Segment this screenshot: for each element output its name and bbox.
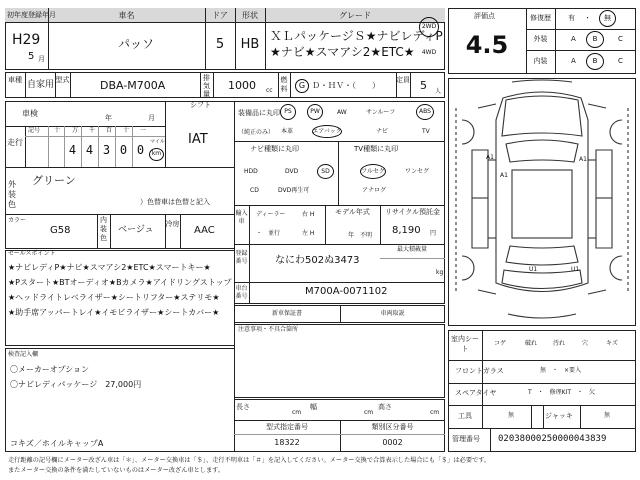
import-dealer: ディーラー <box>256 211 286 218</box>
type-no-header: 型式指定番号 <box>266 423 308 431</box>
grade-line-2: ★ナビ★スマアシ2★ETC★ <box>270 45 415 59</box>
model-year: 年 不明 <box>348 232 373 239</box>
equip-ps: PS <box>284 108 292 115</box>
repair-sep: ・ <box>584 14 591 22</box>
mileage-digit-label-6: 一 <box>140 127 147 134</box>
mileage-digit-label-2: 万 <box>72 127 79 134</box>
reg-year: H29 <box>12 32 41 48</box>
int-grade-a: A <box>571 57 576 65</box>
jack-header: ジャッキ <box>545 412 573 420</box>
plate-number: なにわ502ぬ3473 <box>275 255 360 266</box>
mileage-digit-1: 4 <box>68 143 77 157</box>
inspector-box <box>5 348 235 452</box>
selling-point-line-1: ★ナビレディP★ナビ★スマアシ2★ETC★スマートキー★ <box>8 263 211 272</box>
capacity-header: 定員 <box>396 76 410 84</box>
kind-header: 車種 <box>8 76 22 84</box>
width-unit: cm <box>364 409 374 416</box>
reg-month-unit: 月 <box>38 55 45 63</box>
max-load-header: 最大積載量 <box>397 246 428 253</box>
tv-type-header: TV種類に丸印 <box>354 145 399 153</box>
repair-selected: 無 <box>604 14 611 22</box>
ac-value: AAC <box>194 225 215 236</box>
registration-header: 登録番号 <box>235 250 248 265</box>
equip-nav: ナビ <box>376 128 389 135</box>
selling-point-line-4: ★助手席アッパートレイ★イモビライザー★シートカバー★ <box>8 308 220 317</box>
interior-color: ベージュ <box>118 225 154 235</box>
exterior-note: ）色替車は色替と記入 <box>140 198 210 206</box>
mileage-digit-label-0: 記号 <box>28 127 41 134</box>
repair-opt-yes: 有 <box>568 14 575 22</box>
int-header: 内装 <box>533 57 548 65</box>
rating-score: 4.5 <box>465 31 509 59</box>
recycle-unit: 円 <box>430 230 437 237</box>
spare-header: スペアタイヤ <box>455 389 497 397</box>
glass-header: フロントガラス <box>455 367 504 375</box>
nav-cd: CD <box>250 187 259 194</box>
selling-point-line-3: ★ヘッドライトレベライザー★シートリフター★ステリモ★ <box>8 293 220 302</box>
inspector-line-4: コキズ／ホイルキャップA <box>10 439 104 448</box>
ext-grade-b: B <box>592 35 598 43</box>
color-code-header: カラー <box>8 217 27 224</box>
shift-value: IAT <box>188 132 208 147</box>
mileage-digit-label-1: 十 <box>54 127 61 134</box>
import-right: 右 H <box>302 211 315 218</box>
inspector-line-2: 〇ナビレディパッケージ 27,000円 <box>10 380 142 389</box>
capacity-value: 5 <box>420 79 427 92</box>
seat-opt-dirt: 汚れ <box>553 340 566 347</box>
nav-dvd-play: DVD再生可 <box>278 187 310 194</box>
exterior-color: グリーン <box>32 174 76 187</box>
nav-type-header: ナビ種類に丸印 <box>250 145 299 153</box>
inspector-header: 検査記入欄 <box>8 351 39 358</box>
chassis-header: 車台番号 <box>235 285 248 300</box>
mgmt-header: 管理番号 <box>452 435 480 443</box>
jack-value: 無 <box>604 412 611 419</box>
interior-header: 内装色 <box>100 216 107 242</box>
equip-aw: AW <box>337 109 347 116</box>
car-name-header: 車名 <box>118 11 135 20</box>
door-header: ドア <box>212 11 228 20</box>
drive-4wd: 4WD <box>421 49 437 56</box>
tv-fullseg: フルセグ <box>361 168 385 175</box>
damage-label-5: U1 <box>571 266 580 273</box>
fuel-header: 燃料 <box>280 76 288 93</box>
doors-value: 5 <box>215 37 225 52</box>
height-label: 高さ <box>378 403 392 411</box>
seat-opt-hole: 穴 <box>582 340 589 347</box>
drive-2wd: 2WD <box>421 23 437 30</box>
footer-line-2: またメーター交換の条件を満たしていないものはメーター改ざん車とします。 <box>8 467 225 474</box>
mileage-digit-4: 0 <box>119 143 128 157</box>
width-label: 幅 <box>310 403 317 411</box>
mileage-digit-label-4: 百 <box>106 127 113 134</box>
equip-airbag: エアバック <box>312 128 342 135</box>
damage-label-2: A1 <box>500 172 508 179</box>
fuel-options: Ｄ・ＨＶ・（ ） <box>312 81 380 90</box>
equip-leather: 本革 <box>281 128 294 135</box>
class-no-header: 類別区分番号 <box>371 423 414 431</box>
model-value: DBA-M700A <box>100 79 166 92</box>
color-code: G58 <box>50 225 71 236</box>
import-parallel: ・ 並行 <box>256 230 281 237</box>
capacity-unit: 人 <box>435 88 442 95</box>
notes-header: 注意事項・不具合箇所 <box>238 326 299 333</box>
ext-grade-c: C <box>618 35 623 43</box>
footer-line-1: 走行距離の記号欄にメーター改ざん車は「＊」、メーター交換車は「＄」、走行不明車は「＃」を記入してください。メーター交換で合算表示した場合にも「＄」は必要です。 <box>8 457 491 464</box>
spare-value: T ・ 修理KIT ・ 欠 <box>528 389 596 396</box>
recycle-header: リサイクル預託金 <box>384 208 441 216</box>
manual: 車両取説 <box>380 310 405 317</box>
damage-label-1: A1 <box>486 154 494 161</box>
disp-unit: cc <box>266 87 273 94</box>
damage-label-4: U1 <box>529 266 538 273</box>
nav-hdd: HDD <box>244 168 258 175</box>
equipment-sub: （純正のみ） <box>238 129 275 136</box>
height-unit: cm <box>430 409 440 416</box>
inspect-month: 月 <box>148 114 155 122</box>
int-grade-b: B <box>592 57 598 65</box>
mileage-unit-km: km <box>151 150 162 157</box>
equip-pw: PW <box>310 108 320 115</box>
kind-value: 自家用 <box>27 80 55 90</box>
ext-header: 外装 <box>533 35 548 43</box>
exterior-header: 外装色 <box>8 180 16 209</box>
ext-grade-a: A <box>571 35 576 43</box>
car-name: パッソ <box>118 37 155 51</box>
disp-header: 排気量 <box>203 74 210 98</box>
model-year-header: モデル年式 <box>335 208 370 216</box>
mileage-digit-label-5: 十 <box>123 127 130 134</box>
selling-point-line-2: ★Pスタート★BTオーディオ★Bカメラ★アイドリングストップ <box>8 278 232 287</box>
tools-header: 工具 <box>458 412 472 420</box>
car-diagram-svg <box>448 78 636 326</box>
equip-tv: TV <box>422 128 430 135</box>
glass-value: 無 ・ ×要入 <box>540 367 582 374</box>
inspect-header: 車検 <box>22 109 38 118</box>
notes-box <box>234 324 445 398</box>
length-label: 長さ <box>236 403 250 411</box>
import-left: 左 H <box>302 230 315 237</box>
chassis-number: M700A-0071102 <box>305 286 388 297</box>
ac-header: 冷房 <box>165 220 180 228</box>
shift-header: シフト <box>190 101 211 109</box>
new-warranty: 新車保証書 <box>271 310 302 317</box>
recycle-value: 8,190 <box>392 225 421 236</box>
inspect-year: 年 <box>105 114 112 122</box>
inspector-line-1: 〇メーカーオプション <box>10 365 89 374</box>
equip-abs: ABS <box>419 108 431 115</box>
disp-value: 1000 <box>228 79 256 92</box>
max-load-unit: kg <box>436 269 444 276</box>
grade-line-1: ＸＬパッケージＳ★ナビレディP <box>270 29 443 43</box>
fuel-selected: G <box>298 81 306 90</box>
int-grade-c: C <box>618 57 623 65</box>
mileage-header: 走行 <box>7 138 23 147</box>
mileage-digit-5: 0 <box>136 143 145 157</box>
equipment-header: 装備品に丸印 <box>238 109 280 117</box>
mileage-unit-mile: マイル <box>150 139 165 145</box>
selling-points-header: セールスポイント <box>8 250 56 257</box>
repair-header: 修復歴 <box>530 14 551 22</box>
grade-header: グレード <box>339 11 371 20</box>
tv-analog: アナログ <box>362 187 387 194</box>
tools-value: 無 <box>508 412 515 419</box>
mgmt-number: 02038000250000043839 <box>498 434 607 444</box>
shape-value: HB <box>240 37 260 52</box>
nav-dvd: DVD <box>285 168 299 175</box>
shape-header: 形状 <box>242 11 258 20</box>
mileage-digit-label-3: 千 <box>89 127 96 134</box>
tv-oneseg: ワンセグ <box>405 168 430 175</box>
length-unit: cm <box>292 409 302 416</box>
type-no: 18322 <box>274 438 300 447</box>
mileage-digit-2: 4 <box>85 143 94 157</box>
class-no: 0002 <box>382 438 403 447</box>
reg-month: 5 <box>28 51 35 62</box>
seat-opt-burn: コゲ <box>494 340 507 347</box>
seat-opt-scratch: キズ <box>606 340 618 347</box>
reg-date-header: 初年度登録年月 <box>7 11 56 19</box>
rating-header: 評価点 <box>474 12 495 20</box>
model-header: 型式 <box>55 76 70 84</box>
equip-sunroof: サンルーフ <box>366 109 396 116</box>
nav-sd: SD <box>321 168 330 175</box>
mileage-digit-3: 3 <box>102 143 111 157</box>
damage-label-3: A1 <box>579 156 587 163</box>
seat-opt-tear: 破れ <box>525 340 538 347</box>
import-header: 輸入車 <box>235 210 248 225</box>
seat-header: 室内シート <box>451 335 479 353</box>
